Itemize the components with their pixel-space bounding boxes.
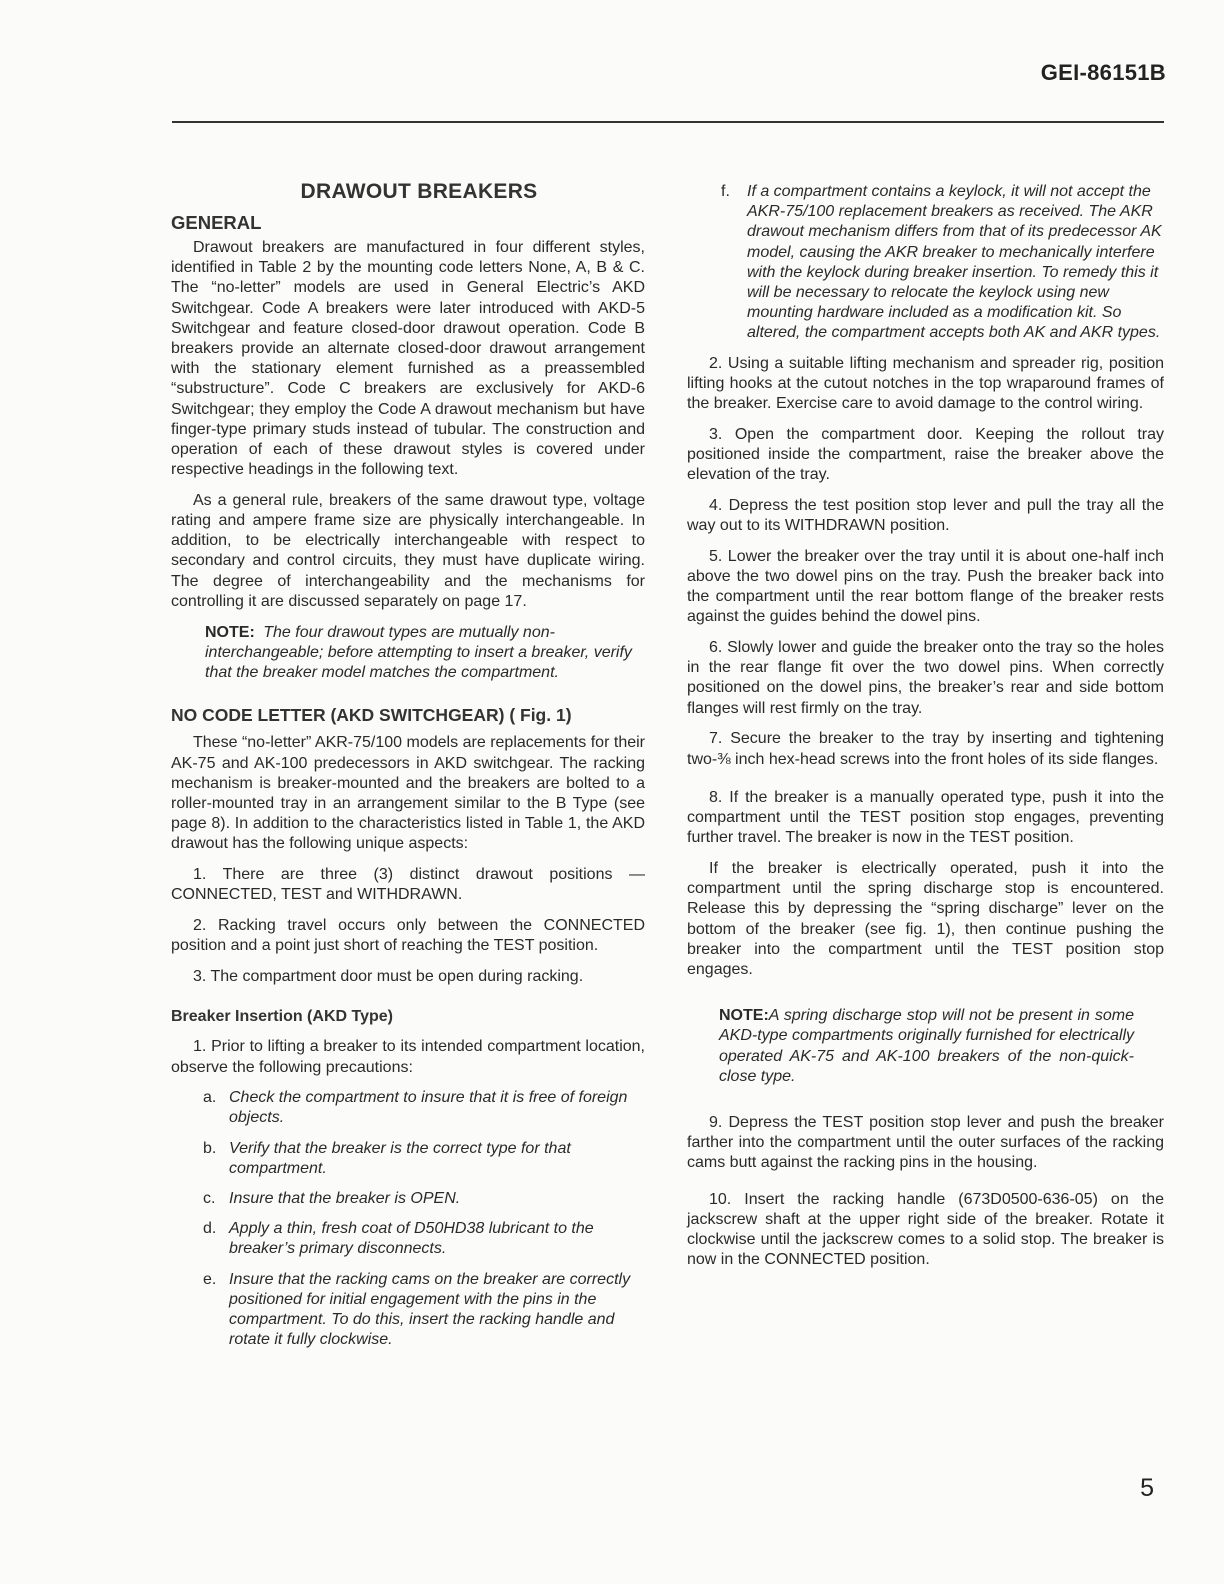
precaution-item: a. Check the compartment to insure that it is free of foreign objects. xyxy=(203,1089,628,1127)
left-column xyxy=(171,182,645,1360)
insertion-step-9: 9. Depress the TEST position stop lever and push the breaker farther into the compartment until the outer surfaces of the racking cams butt against the racking pins in the housing. xyxy=(687,1113,1164,1172)
note-text: The four drawout types are mutually non-interchangeable; before attempting to insert a breaker, verify that the breaker model matches the compartment. xyxy=(205,623,632,681)
note-label: NOTE: xyxy=(719,1007,769,1025)
section-title: DRAWOUT BREAKERS xyxy=(300,180,538,203)
header-rule xyxy=(172,121,1164,123)
insertion-step-7: 7. Secure the breaker to the tray by inserting and tightening two-⅜ inch hex-head screws into the front holes of its side flanges. xyxy=(687,730,1164,768)
insertion-step-5: 5. Lower the breaker over the tray until it is about one-half inch above the two dowel pins on the tray. Push the breaker back into the compartment until the rear bottom flange of the breaker rests against the guides behind the dowel pins. xyxy=(687,547,1164,626)
precaution-item: d. Apply a thin, fresh coat of D50HD38 lubricant to the breaker’s primary disconnects. xyxy=(203,1220,594,1258)
document-number: GEI-86151B xyxy=(1040,60,1166,85)
aspect-1: 1. There are three (3) distinct drawout positions — CONNECTED, TEST and WITHDRAWN. xyxy=(171,866,645,904)
breaker-insertion-heading: Breaker Insertion (AKD Type) xyxy=(171,1008,393,1026)
insertion-step-6: 6. Slowly lower and guide the breaker onto the tray so the holes in the rear flange fit over the two dowel pins. When correctly positioned on the dowel pins, the breaker’s rear and side bottom flanges will rest firmly on the tray. xyxy=(687,639,1164,717)
insertion-step-2: 2. Using a suitable lifting mechanism and spreader rig, position lifting hooks at the cutout notches in the top wraparound frames of the breaker. Exercise care to avoid damage to the control wiring. xyxy=(687,354,1164,413)
precaution-item: c. Insure that the breaker is OPEN. xyxy=(203,1190,461,1208)
note-label: NOTE: xyxy=(205,623,255,641)
general-paragraph-1: Drawout breakers are manufactured in four different styles, identified in Table 2 by the mounting code letters None, A, B & C. The “no-letter” models are used in General Electric’s AKD Switchgear. Code A breakers were later introduced with AKD-5 Switchgear and feature closed-door drawout operation. Code B breakers provide an alternate closed-door drawout arrangement with the stationary element furnished as a preassembled “substructure”. Code C breakers are exclusively for AKD-6 Switchgear; they employ the Code A drawout mechanism but have finger-type primary studs instead of tubular. The construction and operation of each of these drawout styles is covered under respective headings in the following text. xyxy=(171,238,645,479)
note-text: A spring discharge stop will not be present in some AKD-type compartments originally furnished for electrically operated AK-75 and AK-100 breakers of the non-quick-close type. xyxy=(719,1007,1134,1085)
aspect-3: 3. The compartment door must be open during racking. xyxy=(193,967,584,985)
page-number: 5 xyxy=(1140,1474,1154,1502)
note-spring-discharge xyxy=(719,1006,1134,1087)
precaution-item: e. Insure that the racking cams on the breaker are correctly positioned for initial engagement with the pins in the compartment. To do this, insert the racking handle and rotate it fully clockwise. xyxy=(203,1270,631,1349)
no-code-letter-heading: NO CODE LETTER (AKD SWITCHGEAR) ( Fig. 1) xyxy=(171,705,572,726)
general-paragraph-2: As a general rule, breakers of the same drawout type, voltage rating and ampere frame size are physically interchangeable. In addition, to be electrically interchangeable with respect to secondary and control circuits, they must have duplicate wiring. The degree of interchangeability and the mechanisms for controlling it are discussed separately on page 17. xyxy=(171,491,645,610)
insertion-step-1: 1. Prior to lifting a breaker to its intended compartment location, observe the following precautions: xyxy=(171,1038,645,1076)
precaution-item-f: f. If a compartment contains a keylock, it will not accept the AKR-75/100 replacement breakers as received. The AKR drawout mechanism differs from that of its predecessor AK model, causing the AKR breaker to mechanically interfere with the keylock during breaker insertion. To remedy this it will be necessary to relocate the keylock using new mounting hardware included as a modification kit. So altered, the compartment accepts both AK and AKR types. xyxy=(721,183,1162,342)
insertion-step-10: 10. Insert the racking handle (673D0500-636-05) on the jackscrew shaft at the upper right side of the breaker. Rotate it clockwise until the jackscrew comes to a solid stop. The breaker is now in the CONNECTED position. xyxy=(687,1190,1164,1269)
no-code-paragraph: These “no-letter” AKR-75/100 models are replacements for their AK-75 and AK-100 predecessors in AKD switchgear. The racking mechanism is breaker-mounted and the breakers are bolted to a roller-mounted tray in an arrangement similar to the B Type (see page 8). In addition to the characteristics listed in Table 1, the AKD drawout has the following unique aspects: xyxy=(171,734,645,853)
precaution-item: b. Verify that the breaker is the correct type for that compartment. xyxy=(203,1139,571,1177)
aspect-2: 2. Racking travel occurs only between the CONNECTED position and a point just short of reaching the TEST position. xyxy=(171,917,645,955)
insertion-step-8-electrical: If the breaker is electrically operated, push it into the compartment until the spring discharge stop is encountered. Release this by depressing the “spring discharge” lever on the bottom of the breaker (see fig. 1), then continue pushing the breaker into the compartment until the TEST position stop engages. xyxy=(687,859,1164,978)
insertion-step-3: 3. Open the compartment door. Keeping the rollout tray positioned inside the compartment, raise the breaker above the elevation of the tray. xyxy=(687,425,1164,484)
general-heading: GENERAL xyxy=(171,211,262,233)
insertion-step-8: 8. If the breaker is a manually operated type, push it into the compartment until the TEST position stop engages, preventing further travel. The breaker is now in the TEST position. xyxy=(687,788,1164,847)
insertion-step-4: 4. Depress the test position stop lever and pull the tray all the way out to its WITHDRAWN position. xyxy=(687,496,1164,535)
note-interchangeability xyxy=(205,623,645,684)
right-column xyxy=(687,182,1164,1281)
